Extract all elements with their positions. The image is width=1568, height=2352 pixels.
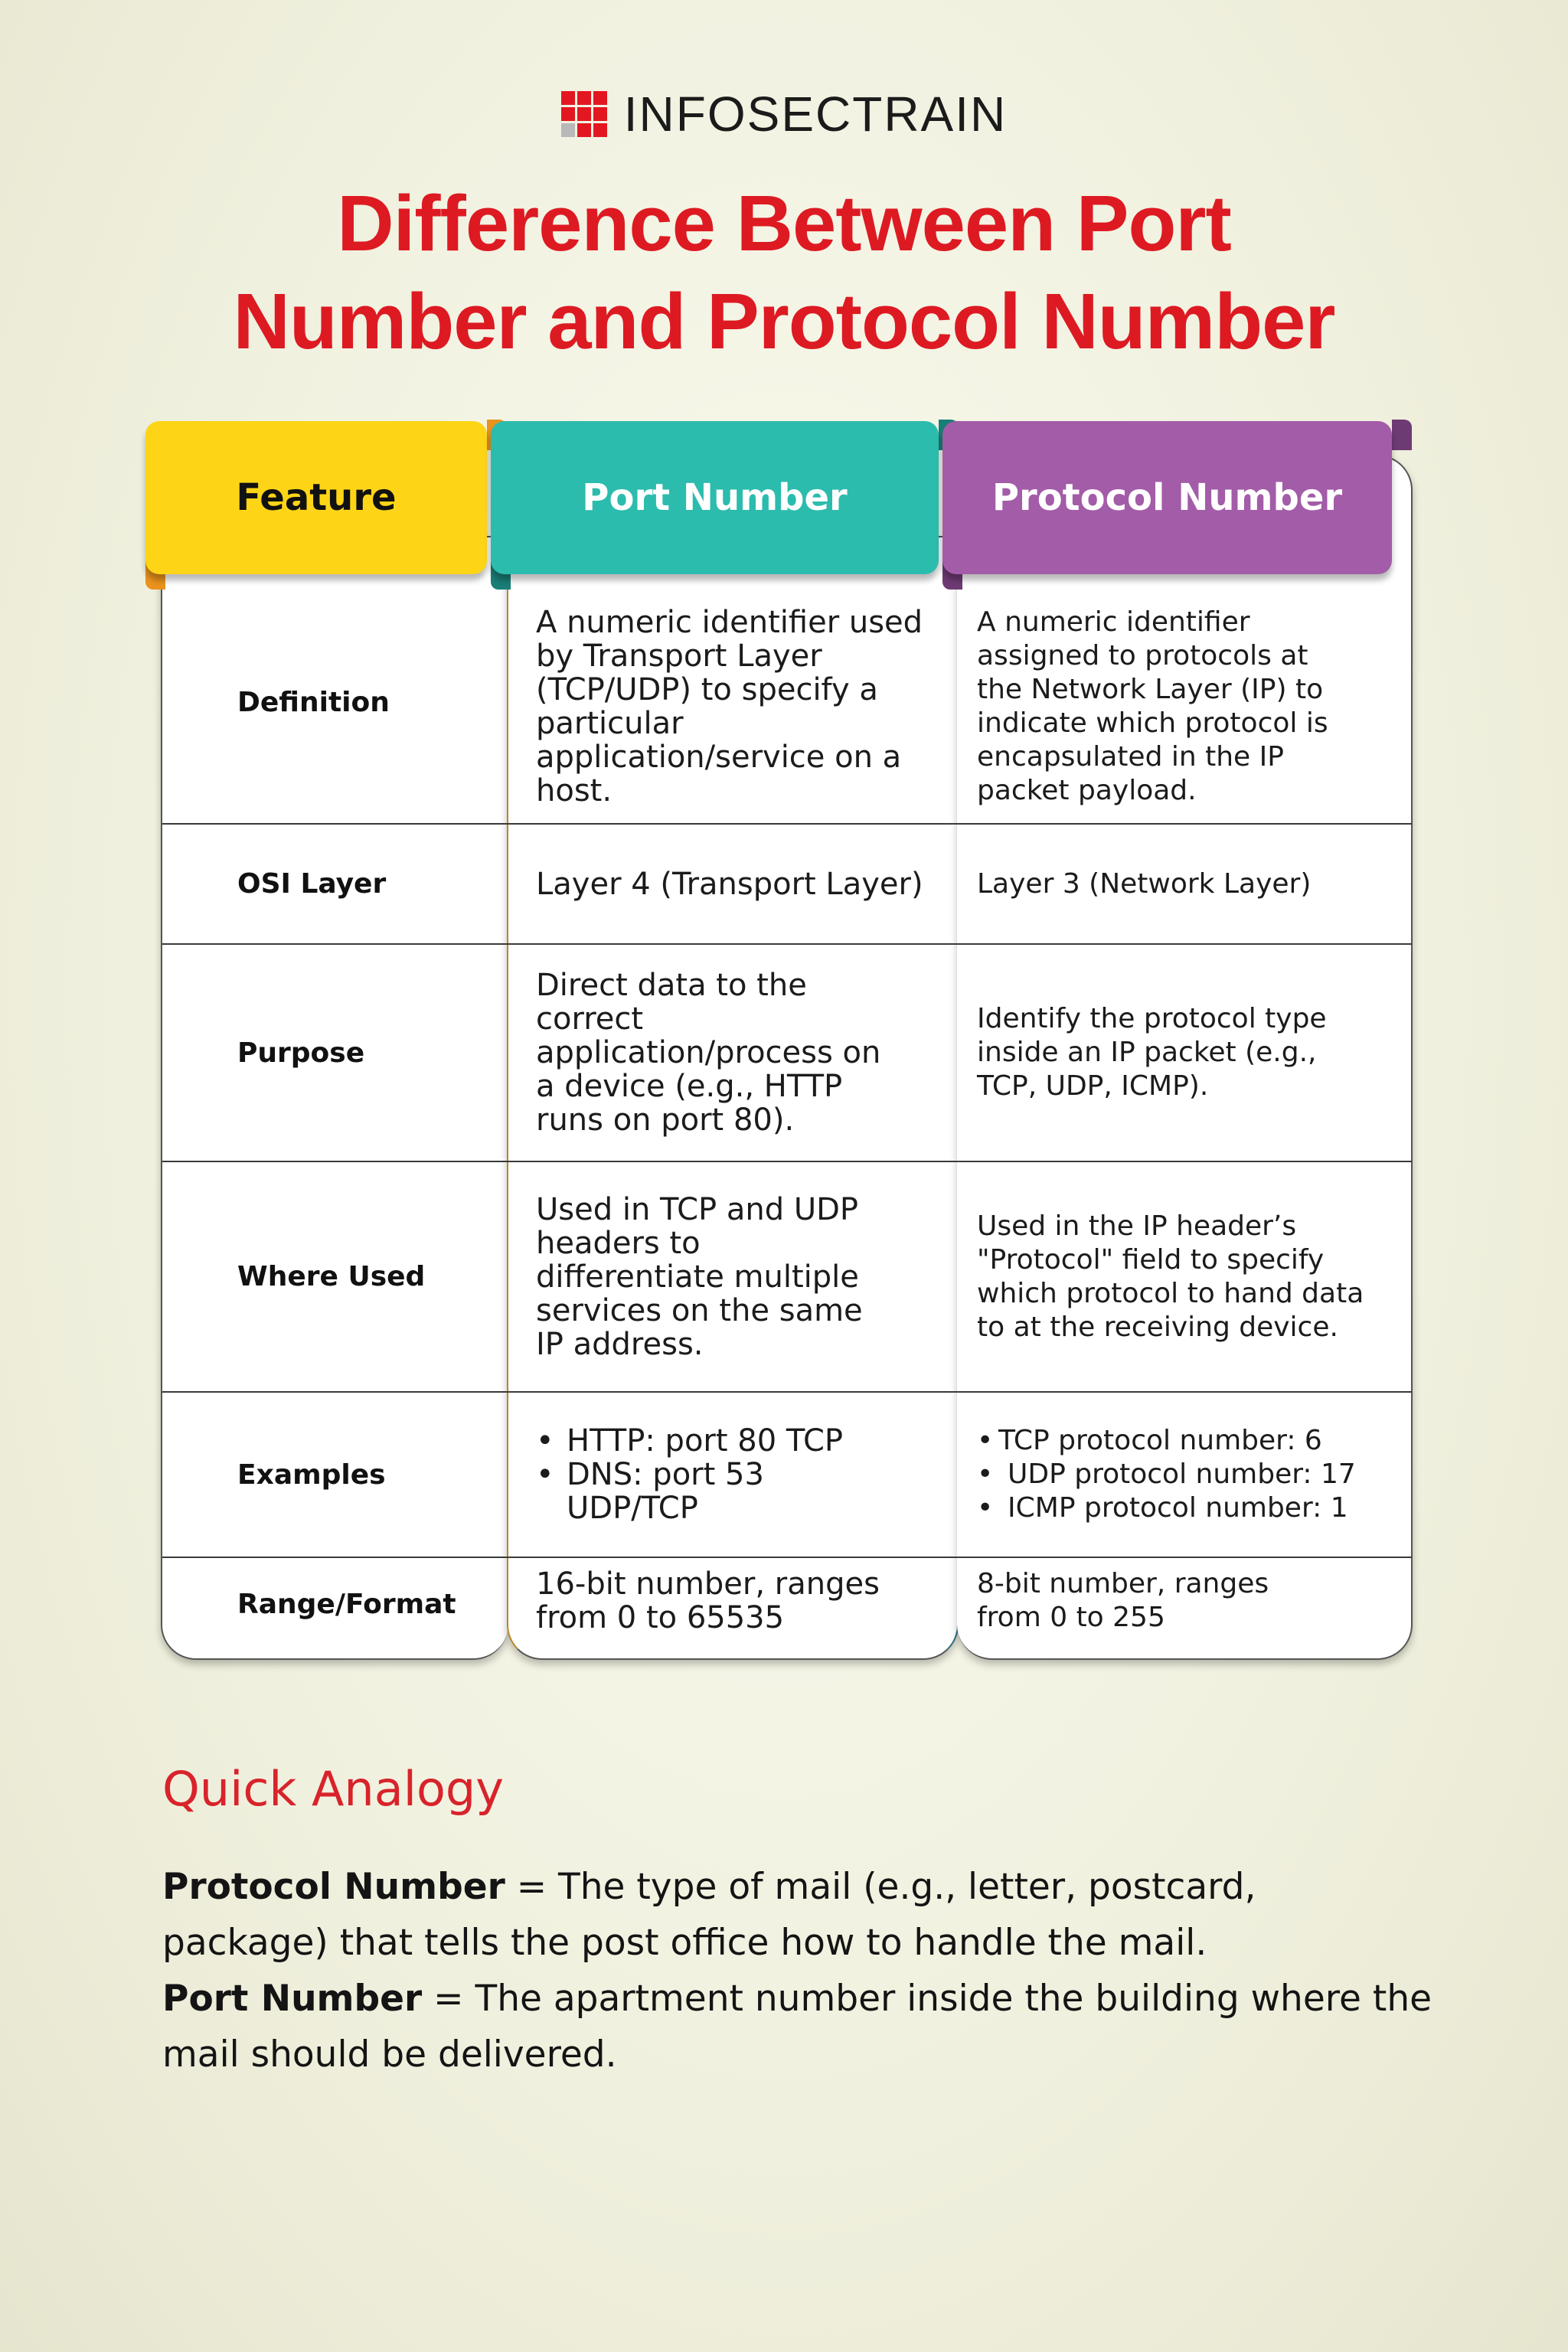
feature-label: Purpose — [237, 1037, 365, 1069]
text-line: services on the same — [536, 1292, 863, 1328]
text-line: TCP, UDP, ICMP). — [977, 1070, 1209, 1102]
text-line: 16-bit number, ranges — [536, 1566, 880, 1602]
text-line: Used in TCP and UDP — [536, 1191, 859, 1227]
header-feature-label: Feature — [236, 476, 397, 519]
text-line: by Transport Layer — [536, 638, 822, 674]
text-line: to at the receiving device. — [977, 1311, 1338, 1343]
feature-label: Range/Format — [237, 1588, 456, 1620]
text-line: IP address. — [536, 1326, 704, 1362]
text-line: encapsulated in the IP — [977, 740, 1284, 773]
brand-name-part1: INFOSEC — [623, 87, 853, 142]
feature-label: Where Used — [237, 1261, 426, 1292]
bullet-item — [977, 1491, 1406, 1525]
analogy-title: Quick Analogy — [162, 1761, 504, 1817]
text-line: Direct data to the — [536, 968, 807, 1003]
header-port-number — [491, 421, 939, 574]
header-fold — [1392, 420, 1412, 450]
analogy-body — [162, 1859, 1433, 2082]
analogy-protocol-text: = The type of mail (e.g., letter, postcard, package) that tells the post office how to handle the mail. — [162, 1866, 1256, 1964]
bullet-icon: • — [977, 1425, 994, 1456]
feature-label: Examples — [237, 1459, 386, 1491]
text-line: ICMP protocol number: 1 — [1008, 1492, 1348, 1524]
text-line: UDP/TCP — [567, 1491, 698, 1526]
text-line: A numeric identifier used — [536, 604, 923, 640]
text-line: Identify the protocol type — [977, 1003, 1327, 1034]
text-line: TCP protocol number: 6 — [998, 1425, 1322, 1456]
protocol-cell — [977, 1558, 1406, 1659]
text-line: headers to — [536, 1225, 701, 1261]
protocol-cell — [977, 1393, 1406, 1557]
port-cell — [536, 1558, 949, 1659]
text-line: application/service on a — [536, 739, 902, 775]
bullet-item — [977, 1458, 1406, 1491]
text-line: Layer 4 (Transport Layer) — [536, 866, 923, 902]
port-cell — [536, 1393, 949, 1557]
text-line: inside an IP packet (e.g., — [977, 1037, 1317, 1068]
text-line: (TCP/UDP) to specify a — [536, 671, 878, 707]
feature-label: OSI Layer — [237, 868, 387, 900]
header-port-label: Port Number — [582, 476, 848, 519]
bullet-icon: • — [977, 1492, 994, 1524]
text-line: correct — [536, 1001, 644, 1037]
brand-name-part2: TRAIN — [852, 87, 1008, 142]
bullet-item — [977, 1424, 1406, 1458]
text-line: Layer 3 (Network Layer) — [977, 867, 1312, 900]
protocol-cell — [977, 945, 1406, 1161]
title-line-1: Difference Between Port — [337, 179, 1231, 267]
protocol-cell — [977, 1162, 1406, 1391]
header-feature — [145, 421, 487, 574]
text-line: application/process on — [536, 1035, 881, 1070]
port-cell — [536, 590, 949, 823]
text-line: which protocol to hand data — [977, 1277, 1364, 1309]
bullet-item — [536, 1458, 949, 1525]
text-line: "Protocol" field to specify — [977, 1243, 1325, 1276]
feature-label: Definition — [237, 687, 390, 718]
header-protocol-label: Protocol Number — [991, 476, 1343, 519]
text-line: the Network Layer (IP) to — [977, 673, 1324, 705]
analogy-protocol — [162, 1859, 1433, 1971]
analogy-protocol-term: Protocol Number — [162, 1866, 505, 1908]
port-cell — [536, 825, 949, 943]
text-line: host. — [536, 773, 612, 808]
title-line-2: Number and Protocol Number — [233, 277, 1335, 365]
text-line: a device (e.g., HTTP — [536, 1069, 843, 1104]
text-line: differentiate multiple — [536, 1259, 859, 1295]
text-line: UDP protocol number: 17 — [1008, 1459, 1356, 1490]
text-line: from 0 to 65535 — [536, 1600, 785, 1635]
bullet-icon: • — [536, 1457, 554, 1492]
protocol-cell — [977, 590, 1406, 823]
text-line: indicate which protocol is — [977, 707, 1328, 739]
header-protocol-number — [942, 421, 1392, 574]
bullet-icon: • — [977, 1459, 994, 1490]
text-line: runs on port 80). — [536, 1102, 795, 1138]
text-line: A numeric identifier — [977, 606, 1250, 638]
text-line: Used in the IP header’s — [977, 1210, 1297, 1242]
bullet-icon: • — [536, 1423, 554, 1459]
text-line: assigned to protocols at — [977, 639, 1308, 671]
protocol-cell — [977, 825, 1406, 943]
text-line: HTTP: port 80 TCP — [567, 1423, 844, 1459]
text-line: packet payload. — [977, 774, 1197, 806]
bullet-item — [536, 1424, 949, 1458]
port-cell — [536, 945, 949, 1161]
text-line: particular — [536, 705, 684, 741]
text-line: from 0 to 255 — [977, 1602, 1165, 1633]
analogy-port — [162, 1971, 1433, 2082]
text-line: DNS: port 53 — [567, 1457, 764, 1492]
analogy-port-text: = The apartment number inside the building where the mail should be delivered. — [162, 1978, 1432, 2076]
analogy-port-term: Port Number — [162, 1978, 423, 2020]
text-line: 8-bit number, ranges — [977, 1568, 1269, 1599]
port-cell — [536, 1162, 949, 1391]
